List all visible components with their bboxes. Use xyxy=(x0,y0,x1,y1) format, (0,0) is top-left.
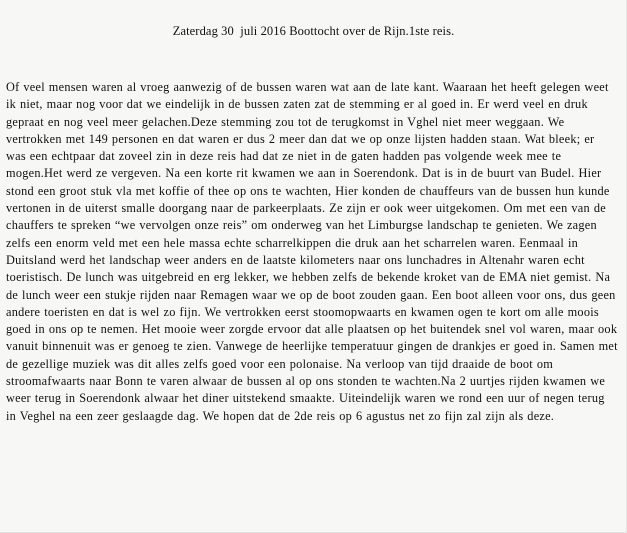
document-title: Zaterdag 30 juli 2016 Boottocht over de Rijn.1ste reis. xyxy=(172,24,455,38)
document-body-text: Of veel mensen waren al vroeg aanwezig of de bussen waren wat aan de late kant. Waaraan het heeft gelegen weet ik niet, maar nog voor dat we eindelijk in de bussen zaten zat de stemming er al goed in. Er werd veel en druk gepraat en nog veel meer gelachen.Deze stemming zou tot de terugkomst in Vghel niet meer weggaan. We vertrokken met 149 personen en dat waren er dus 2 meer dan dat we op onze lijsten hadden staan. Wat bleek; er was een echtpaar dat zoveel zin in deze reis had dat ze niet in de gaten hadden pas volgende week mee te mogen.Het werd ze vergeven. Na een korte rit kwamen we aan in Soerendonk. Dat is in de buurt van Budel. Hier stond een groot stuk vla met koffie of thee op ons te wachten, Hier konden de chauffeurs van de bussen hun kunde vertonen in de uiterst smalle doorgang naar de parkeerplaats. Ze zijn er ook weer uitgekomen. Om met een van de chauffers te spreken “we vervolgen onze reis” om onderweg van het Limburgse landschap te genieten. We zagen zelfs een enorm veld met een hele massa echte scharrelkippen die druk aan het scharrelen waren. Eenmaal in Duitsland werd het landschap weer anders en de laatste kilometers naar ons lunchadres in Altenahr waren echt toeristisch. De lunch was uitgebreid en erg lekker, we hebben zelfs de bekende kroket van de EMA niet gemist. Na de lunch weer een stukje rijden naar Remagen waar we op de boot zouden gaan. Een boot alleen voor ons, dus geen andere toeristen en dat is wel zo fijn. We vertrokken eerst stoomopwaarts en kwamen ogen te kort om alle moois goed in ons op te nemen. Het mooie weer zorgde ervoor dat alle plaatsen op het buitendek snel vol waren, maar ook vanuit binnenuit was er genoeg te zien. Vanwege de heerlijke temperatuur gingen de drankjes er goed in. Samen met de gezellige muziek was dit alles zelfs goed voor een polonaise. Na verloop van tijd draaide de boot om stroomafwaarts naar Bonn te varen alwaar de bussen al op ons stonden te wachten.Na 2 uurtjes rijden kwamen we weer terug in Soerendonk alwaar het diner uitstekend smaakte. Uiteindelijk waren we rond een uur of negen terug in Veghel na een zeer geslaagde dag. We hopen dat de 2de reis op 6 agustus net zo fijn zal zijn als deze. xyxy=(6,80,618,423)
